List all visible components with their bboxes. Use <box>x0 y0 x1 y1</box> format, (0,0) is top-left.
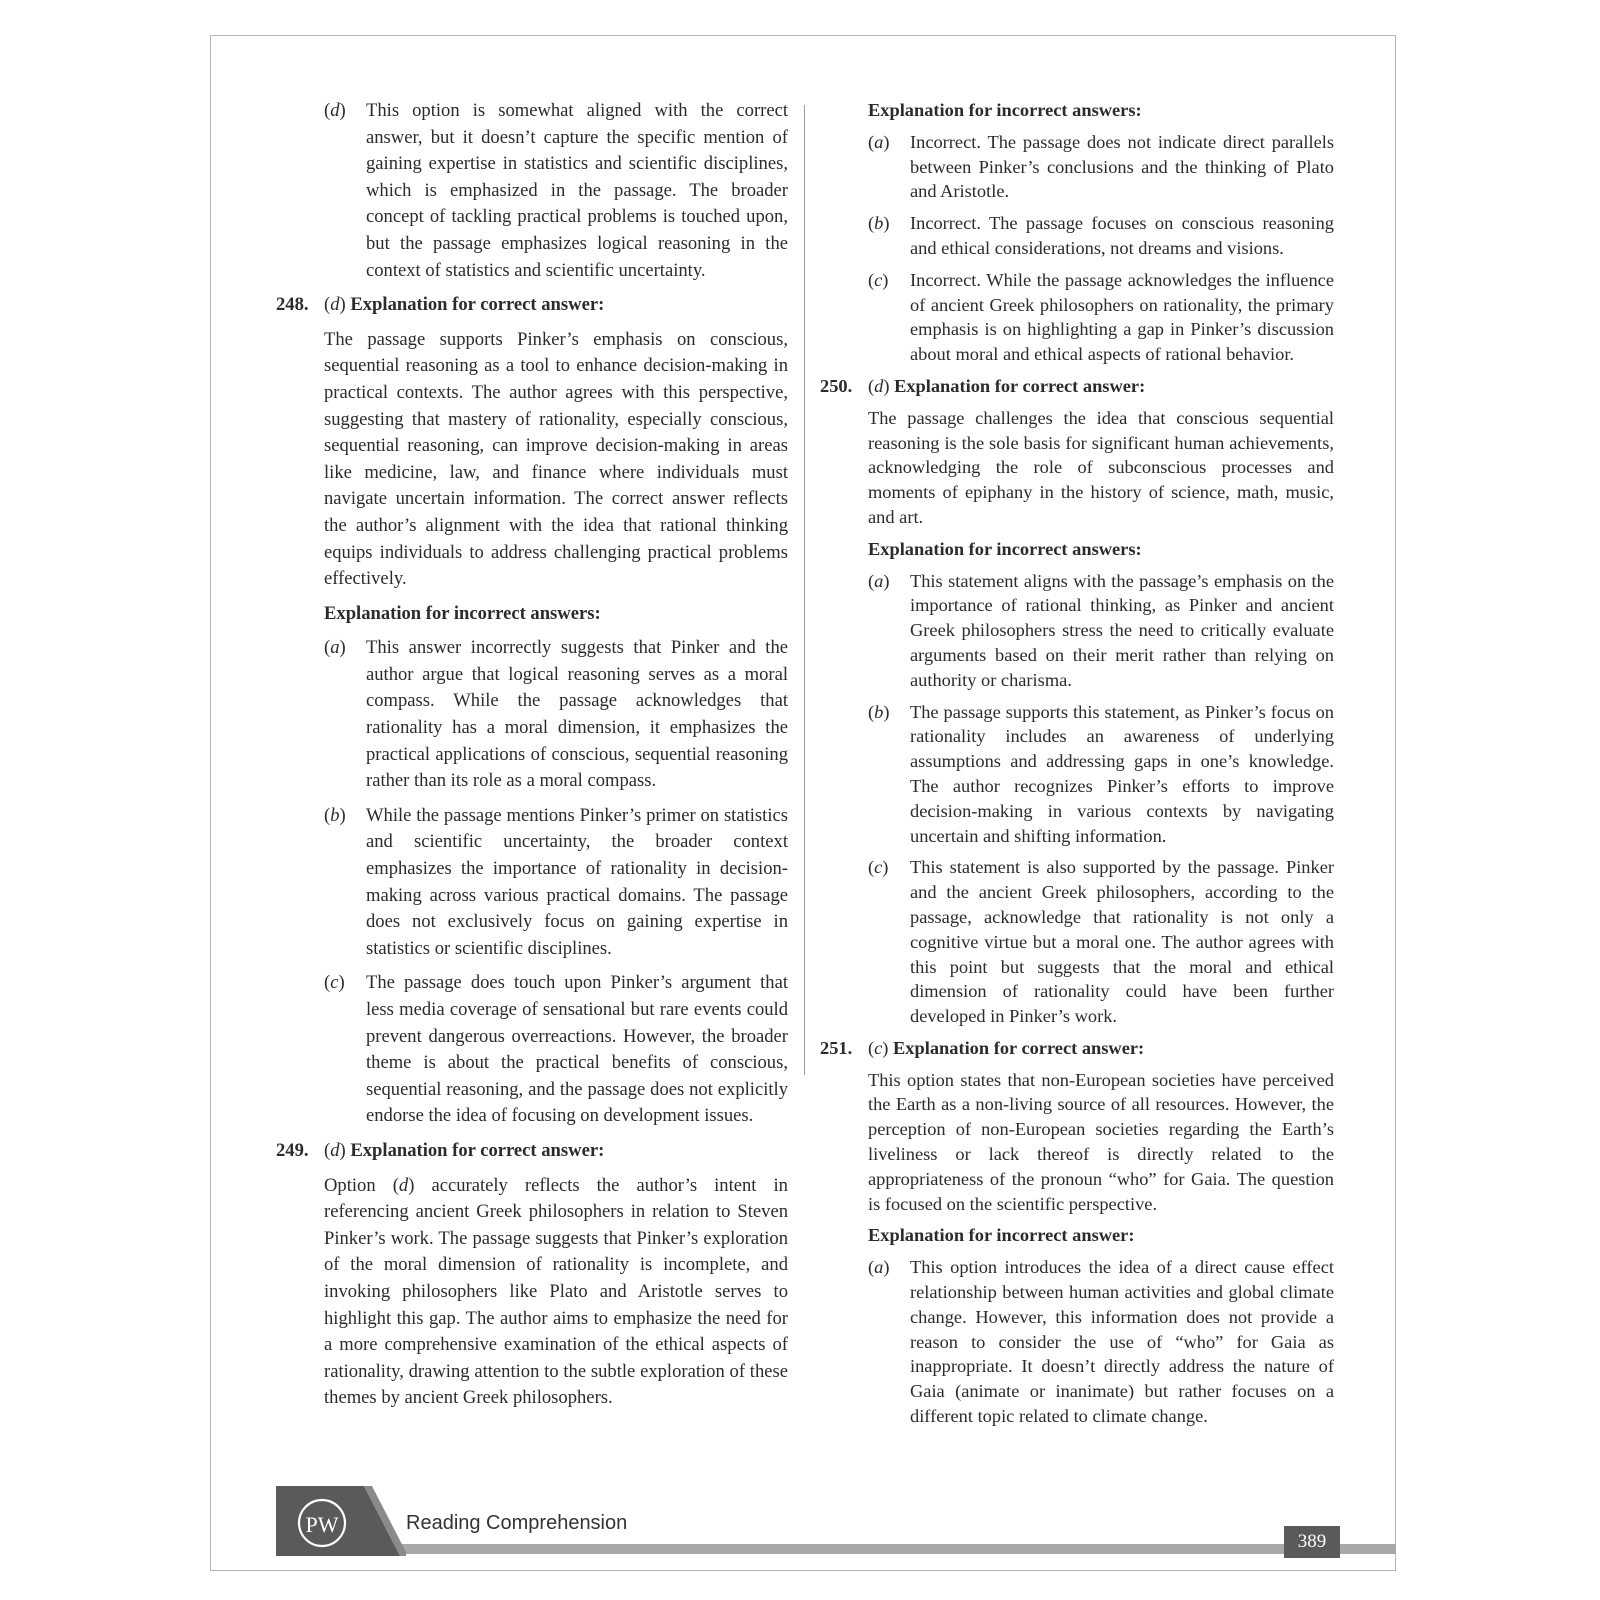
option-250-b: (b) The passage supports this statement, as Pinker’s focus on rationality includes an awareness of underlying assumptions and addressing gaps in one’s knowledge. The author recognizes Pinker’s efforts to improve decision-making in various contexts by navigating uncertain and shifting information. <box>868 700 1334 849</box>
answer-letter: d <box>874 375 884 396</box>
incorrect-heading-250: Explanation for incorrect answers: <box>868 538 1142 559</box>
correct-heading: Explanation for correct answer: <box>893 1037 1145 1058</box>
column-divider <box>804 105 805 1075</box>
option-249-c: (c) Incorrect. While the passage acknowledges the influence of ancient Greek philosophers on rationality, the primary emphasis is on highlighting a gap in Pinker’s discussion about moral and ethical aspects of rational behavior. <box>868 268 1334 367</box>
option-249-b: (b) Incorrect. The passage focuses on conscious reasoning and ethical considerations, not dreams and visions. <box>868 211 1334 261</box>
incorrect-heading-249: Explanation for incorrect answers: <box>868 100 1142 120</box>
option-label: b <box>330 804 340 826</box>
option-text: This option introduces the idea of a direct cause effect relationship between human activities and global climate change. However, this information does not provide a reason to consider the use of “who” for Gaia as inappropriate. It doesn’t directly address the nature of Gaia (animate or inanimate) but rather focuses on a different topic related to climate change. <box>910 1257 1334 1427</box>
option-label: a <box>330 637 340 659</box>
answer-letter: d <box>330 294 340 316</box>
option-text: Incorrect. The passage does not indicate direct parallels between Pinker’s conclusions and the thinking of Plato and Aristotle. <box>910 131 1334 202</box>
option-text: The passage supports this statement, as Pinker’s focus on rationality includes an awareness of underlying assumptions and addressing gaps in one’s knowledge. The author recognizes Pinker’s efforts to improve decision-making in various contexts by navigating uncertain and shifting information. <box>910 701 1334 846</box>
question-number: 248. <box>276 294 309 316</box>
pw-logo-icon <box>296 1497 348 1549</box>
option-label: c <box>330 972 339 994</box>
option-label: c <box>874 269 883 290</box>
right-column <box>820 98 1334 1429</box>
question-number: 251. <box>820 1037 853 1058</box>
question-number: 250. <box>820 375 853 396</box>
option-247-d: (d) This option is somewhat aligned with the correct answer, but it doesn’t capture the specific mention of gaining expertise in statistics and scientific disciplines, which is emphasized in the passage. The broader concept of tackling practical problems is touched upon, but the passage emphasizes logical reasoning in the context of statistics and scientific uncertainty. <box>324 98 788 284</box>
option-248-c: (c) The passage does touch upon Pinker’s argument that less media coverage of sensational but rare events could prevent dangerous overreactions. However, the broader theme is about the practical benefits of conscious, sequential reasoning, and the passage does not explicitly endorse the idea of focusing on development issues. <box>324 970 788 1130</box>
option-label: a <box>874 131 884 152</box>
correct-explanation-250: The passage challenges the idea that conscious sequential reasoning is the sole basis for significant human achievements, acknowledging the role of subconscious processes and moments of epiphany in the history of science, math, music, and art. <box>868 407 1334 527</box>
question-251-header: 251. (c) Explanation for correct answer: <box>820 1036 1334 1061</box>
answer-letter: d <box>330 1139 340 1161</box>
option-text: Incorrect. While the passage acknowledges the influence of ancient Greek philosophers on rationality, the primary emphasis is on highlighting a gap in Pinker’s discussion about moral and ethical aspects of rational behavior. <box>910 269 1334 365</box>
option-label: c <box>874 857 883 878</box>
correct-heading: Explanation for correct answer: <box>350 294 605 316</box>
option-text: This answer incorrectly suggests that Pinker and the author argue that logical reasoning serves as a moral compass. While the passage acknowledges that rationality has a moral dimension, it emphasizes the practical applications of conscious, sequential reasoning rather than its role as a moral compass. <box>366 637 788 792</box>
option-text: While the passage mentions Pinker’s primer on statistics and scientific uncertainty, the broader context emphasizes the importance of rationality in decision-making across various practical domains. The passage does not exclusively focus on gaining expertise in statistics or scientific disciplines. <box>366 804 788 959</box>
option-label: a <box>874 570 884 591</box>
footer-bar <box>388 1544 1396 1554</box>
correct-heading: Explanation for correct answer: <box>894 375 1146 396</box>
left-column <box>276 98 788 1412</box>
option-text: The passage does touch upon Pinker’s argument that less media coverage of sensational but rare events could prevent dangerous overreactions. However, the broader theme is about the practical benefits of conscious, sequential reasoning, and the passage does not explicitly endorse the idea of focusing on development issues. <box>366 972 788 1127</box>
option-label: d <box>330 100 340 121</box>
question-249-header: 249. (d) Explanation for correct answer: <box>276 1138 788 1165</box>
option-label: b <box>874 701 884 722</box>
option-text: Incorrect. The passage focuses on conscious reasoning and ethical considerations, not dreams and visions. <box>910 213 1334 258</box>
correct-explanation-248: The passage supports Pinker’s emphasis on conscious, sequential reasoning as a tool to enhance decision-making in practical contexts. The author agrees with this perspective, suggesting that mastery of rationality, especially conscious, sequential reasoning, can improve decision-making in areas like medicine, law, and finance where individuals must navigate uncertain information. The correct answer reflects the author’s alignment with the idea that rational thinking equips individuals to address challenging practical problems effectively. <box>324 328 788 590</box>
question-250-header: 250. (d) Explanation for correct answer: <box>820 374 1334 399</box>
option-250-a: (a) This statement aligns with the passage’s emphasis on the importance of rational thinking, as Pinker and ancient Greek philosophers stress the need to critically evaluate arguments based on their merit rather than relying on authority or charisma. <box>868 569 1334 693</box>
option-label: a <box>874 1257 884 1278</box>
answer-letter: c <box>874 1037 883 1058</box>
option-248-a: (a) This answer incorrectly suggests that Pinker and the author argue that logical reasoning serves as a moral compass. While the passage acknowledges that rationality has a moral dimension, it emphasizes the practical applications of conscious, sequential reasoning rather than its role as a moral compass. <box>324 635 788 795</box>
option-249-a: (a) Incorrect. The passage does not indicate direct parallels between Pinker’s conclusions and the thinking of Plato and Aristotle. <box>868 130 1334 204</box>
page-number: 389 <box>1284 1526 1340 1558</box>
logo-text: PW <box>305 1512 339 1537</box>
option-text: This option is somewhat aligned with the correct answer, but it doesn’t capture the specific mention of gaining expertise in statistics and scientific disciplines, which is emphasized in the passage. The broader concept of tackling practical problems is touched upon, but the passage emphasizes logical reasoning in the context of statistics and scientific uncertainty. <box>366 100 788 281</box>
question-248-header: 248. (d) Explanation for correct answer: <box>276 292 788 319</box>
correct-explanation-249: Option (d) accurately reflects the author’s intent in referencing ancient Greek philosophers in relation to Steven Pinker’s work. The passage suggests that Pinker’s exploration of the moral dimension of rationality is incomplete, and invoking philosophers like Plato and Aristotle serves to highlight this gap. The author aims to emphasize the need for a more comprehensive examination of the ethical aspects of rationality, drawing attention to the subtle exploration of these themes by ancient Greek philosophers. <box>324 1174 788 1409</box>
correct-explanation-251: This option states that non-European societies have perceived the Earth as a non-living source of all resources. However, the perception of non-European societies regarding the Earth’s liveliness or lack thereof is directly related to the appropriateness of the pronoun “who” for Gaia. The question is focused on the scientific perspective. <box>868 1069 1334 1214</box>
option-label: b <box>874 213 884 234</box>
question-number: 249. <box>276 1139 309 1161</box>
section-title: Reading Comprehension <box>406 1512 628 1534</box>
option-250-c: (c) This statement is also supported by the passage. Pinker and the ancient Greek philosophers, according to the passage, acknowledge that rationality is not only a cognitive virtue but a moral one. The author agrees with this point but suggests that the moral and ethical dimension of rationality could have been further developed in Pinker’s work. <box>868 855 1334 1029</box>
correct-heading: Explanation for correct answer: <box>350 1139 605 1161</box>
incorrect-heading-248: Explanation for incorrect answers: <box>324 602 601 624</box>
option-251-a: (a) This option introduces the idea of a direct cause effect relationship between human activities and global climate change. However, this information does not provide a reason to consider the use of “who” for Gaia as inappropriate. It doesn’t directly address the nature of Gaia (animate or inanimate) but rather focuses on a different topic related to climate change. <box>868 1255 1334 1429</box>
option-text: This statement aligns with the passage’s emphasis on the importance of rational thinking, as Pinker and ancient Greek philosophers stress the need to critically evaluate arguments based on their merit rather than relying on authority or charisma. <box>910 570 1334 690</box>
option-text: This statement is also supported by the passage. Pinker and the ancient Greek philosophers, according to the passage, acknowledge that rationality is not only a cognitive virtue but a moral one. The author agrees with this point but suggests that the moral and ethical dimension of rationality could have been further developed in Pinker’s work. <box>910 857 1334 1027</box>
incorrect-heading-251: Explanation for incorrect answer: <box>868 1225 1135 1246</box>
option-248-b: (b) While the passage mentions Pinker’s primer on statistics and scientific uncertainty, the broader context emphasizes the importance of rationality in decision-making across various practical domains. The passage does not exclusively focus on gaining expertise in statistics or scientific disciplines. <box>324 803 788 963</box>
